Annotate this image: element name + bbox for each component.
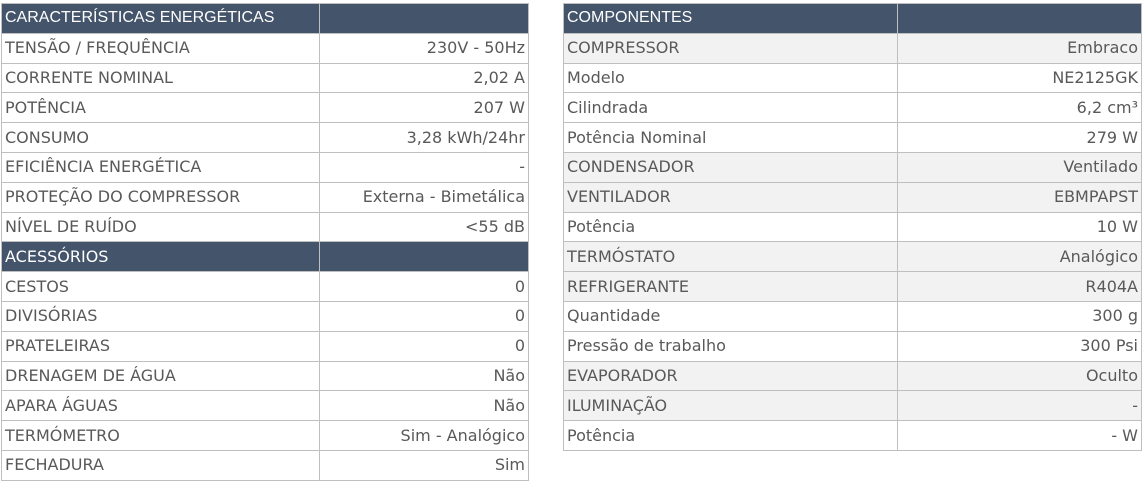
table-row	[2, 63, 529, 93]
table-row	[564, 391, 1142, 421]
energy-accessories-table	[1, 3, 529, 481]
components-table	[563, 3, 1142, 451]
spec-value: Externa - Bimetálica	[320, 182, 529, 212]
spec-label: TENSÃO / FREQUÊNCIA	[2, 33, 320, 63]
table-row	[2, 182, 529, 212]
spec-label: ILUMINAÇÃO	[564, 391, 898, 421]
table-row	[2, 421, 529, 451]
spec-label: Pressão de trabalho	[564, 331, 898, 361]
spec-value: Analógico	[898, 242, 1142, 272]
spec-label: CONSUMO	[2, 123, 320, 153]
table-row	[564, 301, 1142, 331]
table-row	[564, 272, 1142, 302]
spec-value: 10 W	[898, 212, 1142, 242]
spec-value: 0	[320, 272, 529, 302]
spec-value: 300 Psi	[898, 331, 1142, 361]
spec-value: <55 dB	[320, 212, 529, 242]
components-header-row	[564, 4, 1142, 34]
spec-label: POTÊNCIA	[2, 93, 320, 123]
table-row	[2, 361, 529, 391]
table-row	[564, 182, 1142, 212]
spec-label: APARA ÁGUAS	[2, 391, 320, 421]
spec-label: CORRENTE NOMINAL	[2, 63, 320, 93]
energy-section-title: CARACTERÍSTICAS ENERGÉTICAS	[2, 4, 320, 34]
table-row	[564, 212, 1142, 242]
spec-label: TERMÓMETRO	[2, 421, 320, 451]
spec-value: -	[898, 391, 1142, 421]
table-row	[2, 33, 529, 63]
spec-label: Cilindrada	[564, 93, 898, 123]
components-section-title: COMPONENTES	[564, 4, 898, 34]
table-row	[2, 331, 529, 361]
spec-value: EBMPAPST	[898, 182, 1142, 212]
table-row	[564, 93, 1142, 123]
table-row	[564, 421, 1142, 451]
table-row	[2, 450, 529, 480]
accessories-header-row	[2, 242, 529, 272]
spec-value: 230V - 50Hz	[320, 33, 529, 63]
spec-value: Sim - Analógico	[320, 421, 529, 451]
spec-value: -	[320, 152, 529, 182]
table-row	[564, 63, 1142, 93]
table-row	[2, 123, 529, 153]
spec-value: Não	[320, 361, 529, 391]
table-row	[2, 272, 529, 302]
energy-header-blank	[320, 4, 529, 34]
spec-label: DIVISÓRIAS	[2, 301, 320, 331]
spec-value: - W	[898, 421, 1142, 451]
spec-label: Potência Nominal	[564, 123, 898, 153]
table-row	[2, 212, 529, 242]
spec-label: COMPRESSOR	[564, 33, 898, 63]
spec-label: Potência	[564, 421, 898, 451]
spec-label: CESTOS	[2, 272, 320, 302]
components-header-blank	[898, 4, 1142, 34]
table-row	[2, 301, 529, 331]
table-row	[2, 93, 529, 123]
spec-value: 3,28 kWh/24hr	[320, 123, 529, 153]
spec-value: 6,2 cm³	[898, 93, 1142, 123]
spec-label: PRATELEIRAS	[2, 331, 320, 361]
spec-label: Quantidade	[564, 301, 898, 331]
spec-label: EVAPORADOR	[564, 361, 898, 391]
energy-header-row	[2, 4, 529, 34]
table-row	[564, 242, 1142, 272]
spec-label: EFICIÊNCIA ENERGÉTICA	[2, 152, 320, 182]
spec-label: Modelo	[564, 63, 898, 93]
table-row	[564, 152, 1142, 182]
spec-value: 300 g	[898, 301, 1142, 331]
spec-value: Embraco	[898, 33, 1142, 63]
spec-value: NE2125GK	[898, 63, 1142, 93]
spec-value: Sim	[320, 450, 529, 480]
spec-label: Potência	[564, 212, 898, 242]
accessories-section-title: ACESSÓRIOS	[2, 242, 320, 272]
spec-label: TERMÓSTATO	[564, 242, 898, 272]
table-row	[564, 331, 1142, 361]
spec-value: 207 W	[320, 93, 529, 123]
spec-label: FECHADURA	[2, 450, 320, 480]
spec-label: CONDENSADOR	[564, 152, 898, 182]
spec-label: REFRIGERANTE	[564, 272, 898, 302]
spec-label: VENTILADOR	[564, 182, 898, 212]
spec-value: 0	[320, 301, 529, 331]
spec-label: PROTEÇÃO DO COMPRESSOR	[2, 182, 320, 212]
spec-value: 279 W	[898, 123, 1142, 153]
spec-value: 0	[320, 331, 529, 361]
spec-value: Oculto	[898, 361, 1142, 391]
table-row	[564, 123, 1142, 153]
spec-value: R404A	[898, 272, 1142, 302]
spec-value: Ventilado	[898, 152, 1142, 182]
spec-value: 2,02 A	[320, 63, 529, 93]
table-row	[564, 33, 1142, 63]
spec-value: Não	[320, 391, 529, 421]
table-row	[564, 361, 1142, 391]
table-row	[2, 391, 529, 421]
spec-label: DRENAGEM DE ÁGUA	[2, 361, 320, 391]
spec-label: NÍVEL DE RUÍDO	[2, 212, 320, 242]
table-row	[2, 152, 529, 182]
accessories-header-blank	[320, 242, 529, 272]
